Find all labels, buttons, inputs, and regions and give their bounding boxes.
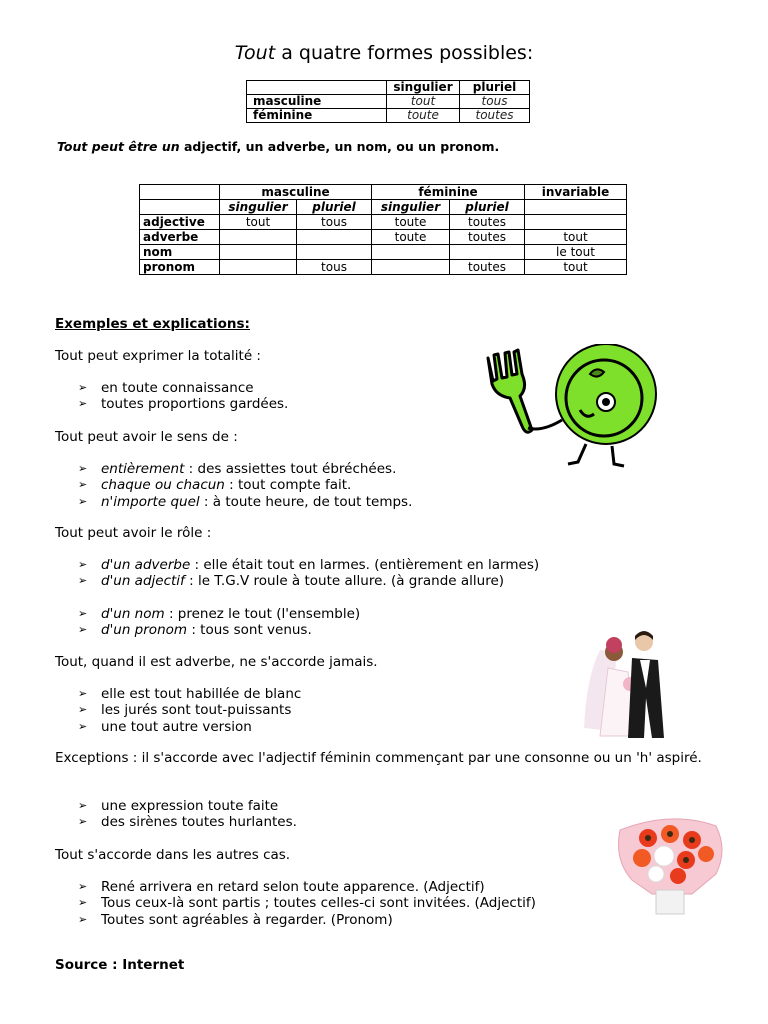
item-text: elle est tout habillée de blanc [101, 686, 302, 702]
arrow-bullet-icon: ➢ [78, 623, 88, 637]
roles-table-cell: tout [525, 260, 627, 275]
flower-bouquet-illustration [612, 810, 728, 918]
roles-table-cell [220, 230, 297, 245]
forms-table [246, 80, 530, 123]
list-item [78, 798, 297, 814]
item-emphasis: chaque ou chacun [101, 477, 225, 494]
roles-table-group-invariable: invariable [525, 185, 627, 200]
item-text: en toute connaissance [101, 380, 254, 396]
bullet-list [78, 380, 288, 413]
roles-table-cell [297, 230, 372, 245]
roles-table-corner-2 [140, 200, 220, 215]
roles-table-cell: tous [297, 215, 372, 230]
list-item [78, 879, 536, 895]
list-item [78, 396, 288, 412]
list-item [78, 606, 360, 622]
forms-table-header-singulier: singulier [387, 81, 460, 95]
plate-character-illustration [482, 344, 662, 474]
arrow-bullet-icon: ➢ [78, 478, 88, 492]
roles-table-cell: le tout [525, 245, 627, 260]
list-item [78, 461, 412, 477]
bullet-list [78, 879, 536, 928]
list-item [78, 912, 536, 928]
arrow-bullet-icon: ➢ [78, 558, 88, 571]
roles-table-cell: toutes [450, 215, 525, 230]
list-item [78, 814, 297, 830]
list-item [78, 895, 536, 911]
arrow-bullet-icon: ➢ [78, 687, 88, 700]
roles-table-row-label: pronom [140, 260, 220, 275]
bullet-list [78, 686, 301, 735]
roles-table-group-feminine: féminine [372, 185, 525, 200]
list-item [78, 702, 301, 718]
roles-table-subheader-empty [525, 200, 627, 215]
item-text: une expression toute faite [101, 798, 279, 814]
arrow-bullet-icon: ➢ [78, 719, 88, 733]
item-emphasis: d'un adverbe [101, 557, 191, 573]
roles-table-cell [372, 260, 450, 275]
arrow-bullet-icon: ➢ [78, 896, 88, 910]
item-emphasis: d'un pronom [101, 622, 188, 639]
roles-table-cell [297, 245, 372, 260]
item-text: : à toute heure, de tout temps. [199, 493, 413, 510]
title-rest: a quatre formes possibles: [275, 42, 534, 64]
roles-table-cell [525, 215, 627, 230]
item-text: Tous ceux-là sont partis ; toutes celles-ci sont invitées. (Adjectif) [101, 895, 536, 912]
roles-table [139, 184, 627, 275]
forms-table-row-label: féminine [247, 109, 387, 123]
roles-table-cell: toute [372, 230, 450, 245]
section-lead: Tout peut avoir le sens de : [55, 429, 238, 445]
item-text: : le T.G.V roule à toute allure. (à grande allure) [184, 573, 505, 590]
item-text: : tous sont venus. [187, 622, 312, 639]
intro-rest: adjectif, un adverbe, un nom, ou un pronom. [179, 139, 500, 154]
roles-table-cell [450, 245, 525, 260]
roles-table-group-masculine: masculine [220, 185, 372, 200]
list-item [78, 719, 301, 735]
intro-sentence [57, 139, 499, 154]
arrow-bullet-icon: ➢ [78, 397, 88, 411]
list-item [78, 622, 360, 638]
roles-table-subheader: pluriel [450, 200, 525, 215]
arm-icon [528, 420, 562, 429]
item-text: : tout compte fait. [224, 477, 352, 494]
arrow-bullet-icon: ➢ [78, 574, 88, 588]
fork-icon [488, 350, 532, 432]
roles-table-cell: tout [525, 230, 627, 245]
arrow-bullet-icon: ➢ [78, 381, 88, 394]
forms-table-cell: toutes [460, 109, 530, 123]
vase-icon [656, 890, 684, 914]
roles-table-row-label: adverbe [140, 230, 220, 245]
item-text: toutes proportions gardées. [101, 396, 289, 413]
forms-table-row-label: masculine [247, 95, 387, 109]
item-emphasis: d'un nom [101, 606, 165, 622]
roles-table-cell [372, 245, 450, 260]
roles-table-cell: toute [372, 215, 450, 230]
arrow-bullet-icon: ➢ [78, 703, 88, 717]
roles-table-cell: toutes [450, 260, 525, 275]
item-emphasis: d'un adjectif [101, 573, 185, 590]
item-emphasis: n'importe quel [101, 493, 200, 510]
title-italic: Tout [234, 42, 276, 64]
list-item [78, 477, 412, 493]
section-lead: Tout, quand il est adverbe, ne s'accorde jamais. [55, 654, 378, 670]
item-text: Toutes sont agréables à regarder. (Pronom) [101, 911, 393, 928]
item-text: les jurés sont tout-puissants [101, 702, 292, 719]
item-text: une tout autre version [101, 718, 252, 735]
arrow-bullet-icon: ➢ [78, 912, 88, 926]
item-text: René arrivera en retard selon toute apparence. (Adjectif) [101, 879, 485, 895]
page-title [0, 42, 768, 64]
section-lead: Tout s'accorde dans les autres cas. [55, 847, 291, 863]
bullet-list [78, 557, 539, 590]
forms-table-cell: tout [387, 95, 460, 109]
roles-table-cell: tous [297, 260, 372, 275]
arrow-bullet-icon: ➢ [78, 607, 88, 620]
roles-table-subheader: singulier [372, 200, 450, 215]
forms-table-cell: toute [387, 109, 460, 123]
roles-table-cell [220, 260, 297, 275]
section-lead: Tout peut exprimer la totalité : [55, 348, 261, 364]
section-lead: Exceptions : il s'accorde avec l'adjectif féminin commençant par une consonne ou un 'h' aspiré. [55, 750, 702, 766]
leg-icon [612, 446, 624, 466]
arrow-bullet-icon: ➢ [78, 880, 88, 893]
leg-icon [568, 444, 586, 464]
roles-table-cell: tout [220, 215, 297, 230]
wedding-couple-illustration [580, 628, 676, 740]
arrow-bullet-icon: ➢ [78, 494, 88, 508]
list-item [78, 494, 412, 510]
arrow-bullet-icon: ➢ [78, 815, 88, 829]
item-text: : prenez le tout (l'ensemble) [164, 606, 361, 622]
arrow-bullet-icon: ➢ [78, 462, 88, 475]
examples-heading: Exemples et explications: [55, 316, 250, 332]
intro-italic: Tout peut être un [57, 139, 180, 154]
roles-table-row-label: adjective [140, 215, 220, 230]
roles-table-cell: toutes [450, 230, 525, 245]
source-line: Source : Internet [55, 957, 185, 973]
arrow-bullet-icon: ➢ [78, 799, 88, 812]
item-text: : elle était tout en larmes. (entièrement en larmes) [190, 557, 540, 573]
roles-table-row-label: nom [140, 245, 220, 260]
list-item [78, 557, 539, 573]
bullet-list [78, 461, 412, 510]
item-text: des sirènes toutes hurlantes. [101, 814, 297, 831]
forms-table-corner [247, 81, 387, 95]
forms-table-header-pluriel: pluriel [460, 81, 530, 95]
forms-table-cell: tous [460, 95, 530, 109]
roles-table-cell [220, 245, 297, 260]
list-item [78, 686, 301, 702]
item-emphasis: entièrement [101, 461, 185, 477]
section-lead: Tout peut avoir le rôle : [55, 525, 212, 541]
list-item [78, 573, 539, 589]
list-item [78, 380, 288, 396]
roles-table-corner [140, 185, 220, 200]
roles-table-subheader: pluriel [297, 200, 372, 215]
item-text: : des assiettes tout ébréchées. [184, 461, 397, 477]
bullet-list [78, 606, 360, 639]
bullet-list [78, 798, 297, 831]
roles-table-subheader: singulier [220, 200, 297, 215]
